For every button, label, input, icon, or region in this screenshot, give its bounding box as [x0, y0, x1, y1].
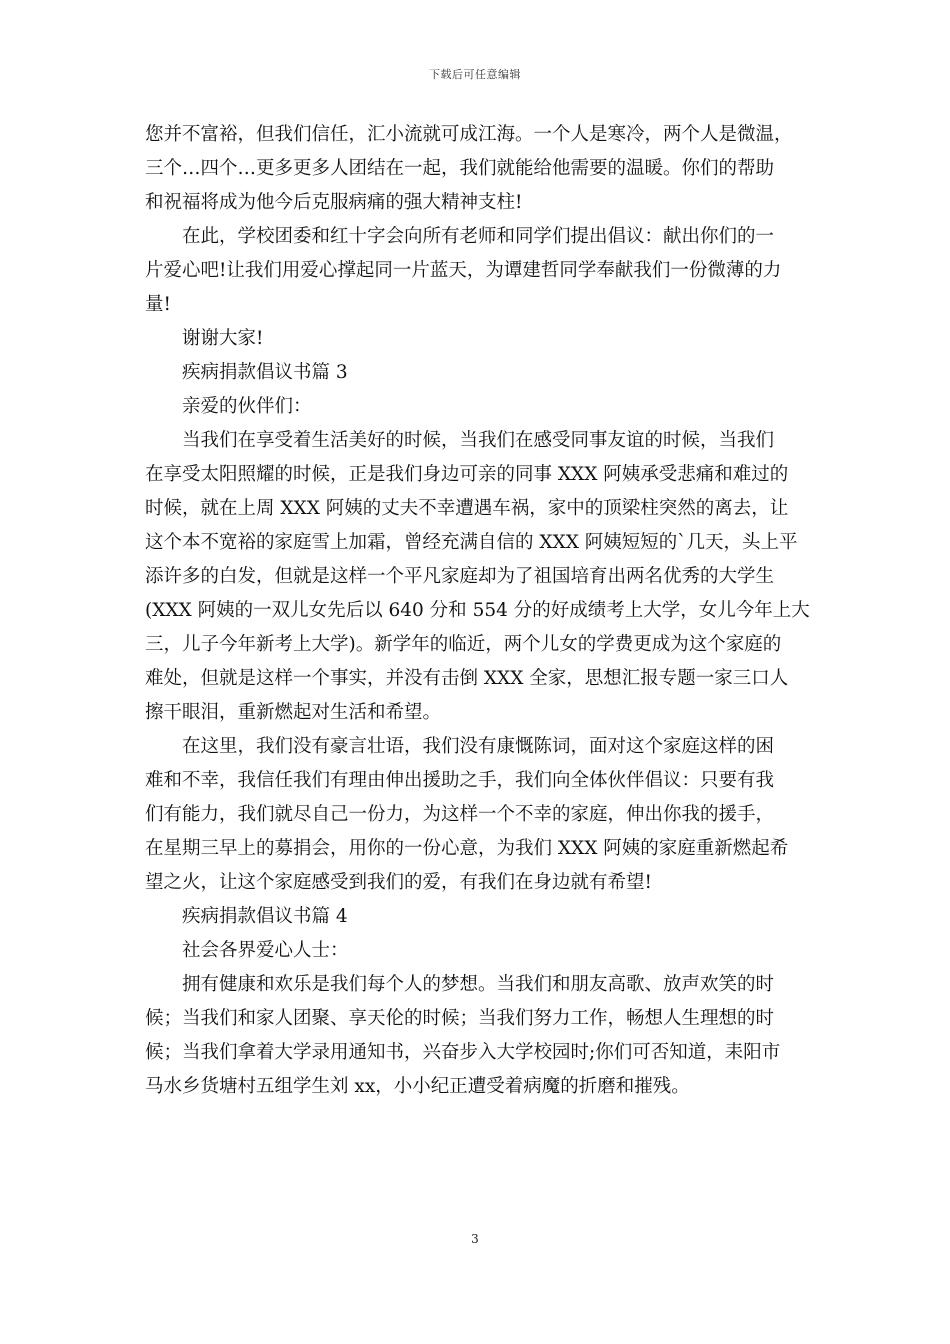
text-line: 难和不幸，我信任我们有理由伸出援助之手，我们向全体伙伴倡议：只要有我	[145, 770, 775, 791]
text-line: 在享受太阳照耀的时候，正是我们身边可亲的同事 XXX 阿姨承受悲痛和难过的	[145, 464, 789, 485]
text-line: 们有能力，我们就尽自己一份力，为这样一个不幸的家庭，伸出你我的援手，	[145, 804, 775, 825]
text-line: 量!	[145, 294, 171, 315]
text-line: (XXX 阿姨的一双儿女先后以 640 分和 554 分的好成绩考上大学，女儿今年上大	[145, 600, 810, 621]
paragraph-first-line: 社会各界爱心人士：	[182, 940, 349, 961]
document-body	[145, 118, 811, 1104]
text-line: 时候，就在上周 XXX 阿姨的丈夫不幸遭遇车祸，家中的顶梁柱突然的离去，让	[145, 498, 789, 519]
text-line: 三，儿子今年新考上大学)。新学年的临近，两个儿女的学费更成为这个家庭的	[145, 634, 782, 655]
text-line: 添许多的白发，但就是这样一个平凡家庭却为了祖国培育出两名优秀的大学生	[145, 566, 775, 587]
text-line: 片爱心吧!让我们用爱心撑起同一片蓝天，为谭建哲同学奉献我们一份微薄的力	[145, 260, 782, 281]
paragraph-first-line: 在这里，我们没有豪言壮语，我们没有康慨陈词，面对这个家庭这样的困	[182, 736, 775, 757]
paragraph-first-line: 拥有健康和欢乐是我们每个人的梦想。当我们和朋友高歌、放声欢笑的时	[182, 974, 775, 995]
paragraph-first-line: 疾病捐款倡议书篇 4	[182, 906, 348, 927]
text-line: 望之火，让这个家庭感受到我们的爱，有我们在身边就有希望!	[145, 872, 652, 893]
text-line: 候；当我们和家人团聚、享天伦的时候；当我们努力工作，畅想人生理想的时	[145, 1008, 775, 1029]
text-line: 您并不富裕，但我们信任，汇小流就可成江海。一个人是寒冷，两个人是微温，	[145, 124, 793, 145]
text-line: 难处，但就是这样一个事实，并没有击倒 XXX 全家，思想汇报专题一家三口人	[145, 668, 789, 689]
paragraph-first-line: 当我们在享受着生活美好的时候，当我们在感受同事友谊的时候，当我们	[182, 430, 775, 451]
paragraph-first-line: 亲爱的伙伴们：	[182, 396, 312, 417]
text-line: 和祝福将成为他今后克服病痛的强大精神支柱!	[145, 192, 523, 213]
text-line: 三个…四个…更多更多人团结在一起，我们就能给他需要的温暖。你们的帮助	[145, 158, 775, 179]
text-line: 这个本不宽裕的家庭雪上加霜，曾经充满自信的 XXX 阿姨短短的`几天，头上平	[145, 532, 798, 553]
paragraph-first-line: 在此，学校团委和红十字会向所有老师和同学们提出倡议：献出你们的一	[182, 226, 775, 247]
paragraph-first-line: 疾病捐款倡议书篇 3	[182, 362, 348, 383]
text-line: 擦干眼泪，重新燃起对生活和希望。	[145, 702, 442, 723]
text-line: 在星期三早上的募捐会，用你的一份心意，为我们 XXX 阿姨的家庭重新燃起希	[145, 838, 789, 859]
text-line: 候；当我们拿着大学录用通知书，兴奋步入大学校园时;你们可否知道，耒阳市	[145, 1042, 781, 1063]
page-header: 下载后可任意编辑	[429, 68, 521, 81]
paragraph-first-line: 谢谢大家!	[182, 328, 264, 349]
text-line: 马水乡货塘村五组学生刘 xx，小小纪正遭受着病魔的折磨和摧残。	[145, 1076, 690, 1097]
page-number: 3	[471, 1232, 479, 1246]
